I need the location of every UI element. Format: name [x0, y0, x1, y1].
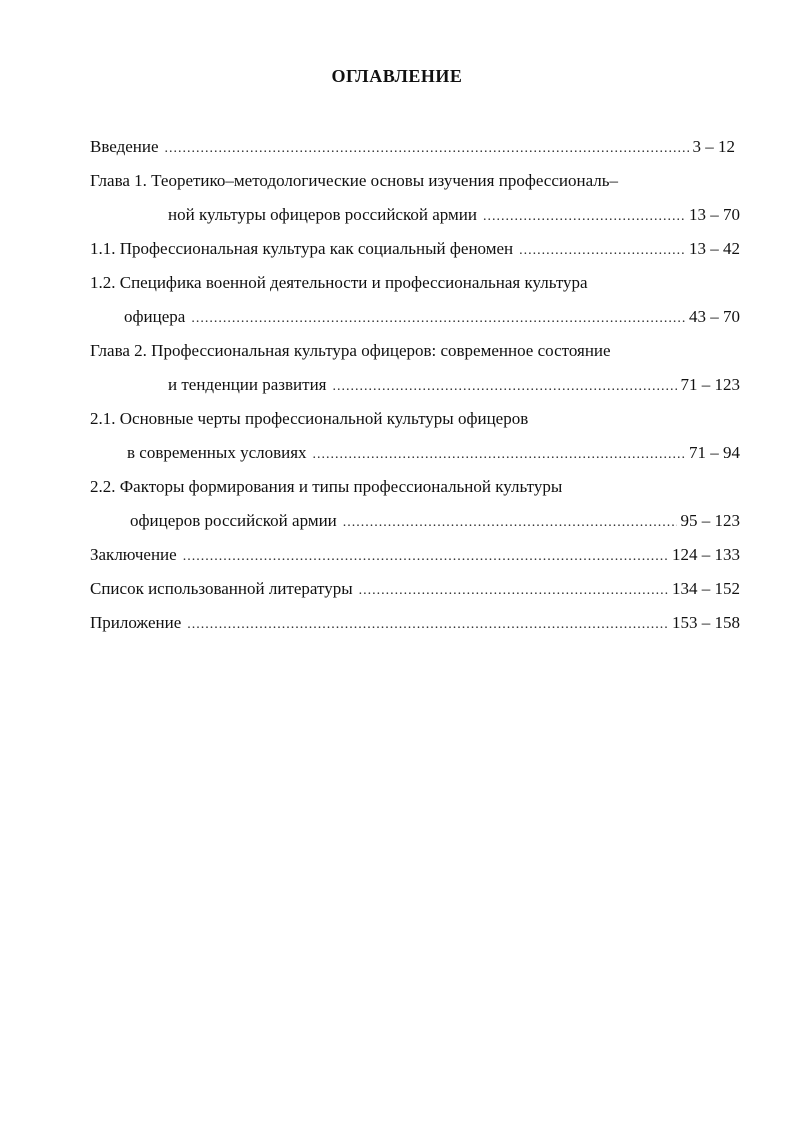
toc-entry-pages: 13 – 70: [689, 205, 740, 224]
toc-entry-section-1-1: [90, 238, 740, 262]
toc-entry-section-1-2: [124, 306, 740, 330]
toc-entry-chapter-1: [168, 204, 740, 228]
toc-entry-pages: 71 – 123: [680, 375, 740, 394]
toc-entry-text: 1.1. Профессиональная культура как социальный феномен: [90, 239, 514, 258]
leader-dots: [313, 444, 685, 466]
toc-entry-text: Приложение: [90, 613, 182, 632]
leader-dots: [333, 376, 677, 398]
leader-dots: [483, 206, 685, 228]
toc-entry-text: Список использованной литературы: [90, 579, 353, 598]
toc-entry-chapter-2: [168, 374, 740, 398]
toc-entry-text: в современных условиях: [127, 443, 307, 462]
toc-entry-section-1-2-line1: 1.2. Специфика военной деятельности и профессиональная культура: [90, 273, 588, 292]
toc-entry-text: офицеров российской армии: [130, 511, 337, 530]
toc-entry-section-2-2-line1: 2.2. Факторы формирования и типы профессиональной культуры: [90, 477, 563, 496]
toc-entry-conclusion: [90, 544, 740, 568]
toc-entry-text: офицера: [124, 307, 186, 326]
toc-entry-chapter-1-line1: Глава 1. Теоретико–методологические основы изучения профессиональ–: [90, 171, 619, 190]
toc-entry-text: Введение: [90, 137, 159, 156]
toc-entry-pages: 71 – 94: [689, 443, 740, 462]
leader-dots: [183, 546, 668, 568]
toc-entry-introduction: [90, 136, 735, 160]
toc-entry-section-2-2: [130, 510, 740, 534]
page-title: ОГЛАВЛЕНИЕ: [331, 66, 463, 86]
toc-entry-pages: 95 – 123: [680, 511, 740, 530]
toc-entry-pages: 43 – 70: [689, 307, 740, 326]
leader-dots: [519, 240, 685, 262]
toc-entry-chapter-2-line1: Глава 2. Профессиональная культура офицеров: современное состояние: [90, 341, 611, 360]
toc-entry-text: Заключение: [90, 545, 177, 564]
toc-entry-bibliography: [90, 578, 740, 602]
leader-dots: [165, 138, 689, 160]
toc-entry-pages: 124 – 133: [672, 545, 740, 564]
leader-dots: [359, 580, 668, 602]
toc-entry-pages: 153 – 158: [672, 613, 740, 632]
toc-entry-section-2-1: [127, 442, 740, 466]
toc-entry-pages: 3 – 12: [692, 137, 735, 156]
toc-entry-text: ной культуры офицеров российской армии: [168, 205, 477, 224]
leader-dots: [343, 512, 677, 534]
toc-entry-text: и тенденции развития: [168, 375, 327, 394]
toc-entry-pages: 134 – 152: [672, 579, 740, 598]
leader-dots: [191, 308, 685, 330]
toc-entry-appendix: [90, 612, 740, 636]
toc-entry-pages: 13 – 42: [689, 239, 740, 258]
leader-dots: [187, 614, 668, 636]
toc-entry-section-2-1-line1: 2.1. Основные черты профессиональной культуры офицеров: [90, 409, 529, 428]
